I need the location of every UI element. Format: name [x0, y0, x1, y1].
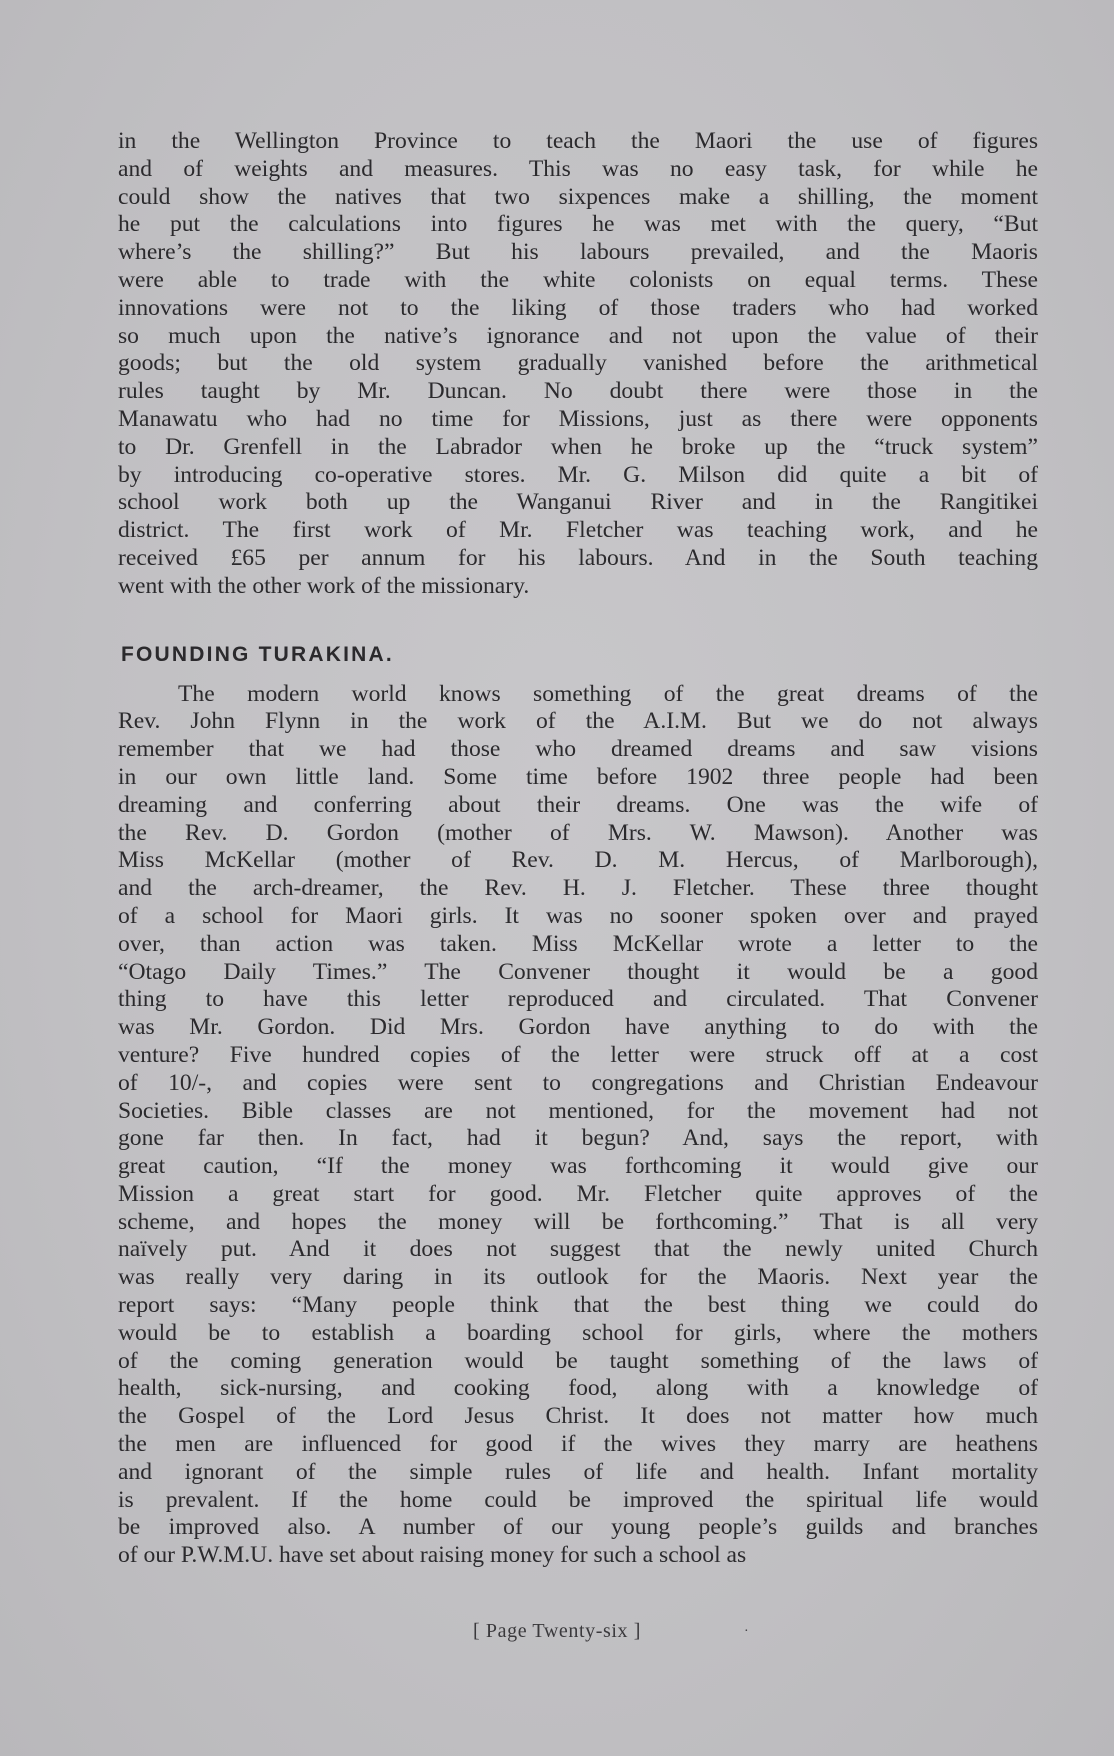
text-line: the Gospel of the Lord Jesus Christ. It does not matter how much — [118, 1403, 1038, 1430]
section-heading: FOUNDING TURAKINA. — [121, 642, 394, 666]
text-line: district. The first work of Mr. Fletcher was teaching work, and he — [118, 517, 1038, 544]
text-line: rules taught by Mr. Duncan. No doubt there were those in the — [118, 378, 1038, 405]
text-line: would be to establish a boarding school for girls, where the mothers — [118, 1319, 1038, 1346]
text-line: and ignorant of the simple rules of life and health. Infant mortality — [118, 1458, 1038, 1485]
text-line: so much upon the native’s ignorance and not upon the value of their — [118, 322, 1038, 349]
text-line: health, sick-nursing, and cooking food, along with a knowledge of — [118, 1375, 1038, 1402]
text-line: to Dr. Grenfell in the Labrador when he broke up the “truck system” — [118, 433, 1038, 460]
text-line: of a school for Maori girls. It was no sooner spoken over and prayed — [118, 902, 1038, 929]
text-line: The modern world knows something of the great dreams of the — [178, 680, 1038, 707]
text-line: where’s the shilling?” But his labours prevailed, and the Maoris — [118, 239, 1038, 266]
paragraph-2 — [118, 681, 1038, 1571]
text-line: by introducing co-operative stores. Mr. G. Milson did quite a bit of — [118, 461, 1038, 488]
page-footer — [0, 1620, 1114, 1643]
page-number: [ Page Twenty-six ] — [473, 1620, 641, 1642]
text-line: school work both up the Wanganui River and in the Rangitikei — [118, 489, 1038, 516]
text-line: goods; but the old system gradually vanished before the arithmetical — [118, 350, 1038, 377]
text-line: innovations were not to the liking of those traders who had worked — [118, 294, 1038, 321]
text-line: gone far then. In fact, had it begun? And, says the report, with — [118, 1125, 1038, 1152]
text-line: was Mr. Gordon. Did Mrs. Gordon have anything to do with the — [118, 1014, 1038, 1041]
text-line: over, than action was taken. Miss McKellar wrote a letter to the — [118, 930, 1038, 957]
text-line: in our own little land. Some time before 1902 three people had been — [118, 763, 1038, 790]
text-line: Mission a great start for good. Mr. Fletcher quite approves of the — [118, 1180, 1038, 1207]
text-line: Miss McKellar (mother of Rev. D. M. Hercus, of Marlborough), — [118, 847, 1038, 874]
paragraph-1 — [118, 128, 1038, 601]
text-line: great caution, “If the money was forthcoming it would give our — [118, 1153, 1038, 1180]
text-line: “Otago Daily Times.” The Convener thought it would be a good — [118, 958, 1038, 985]
text-line: of our P.W.M.U. have set about raising money for such a school as — [118, 1542, 747, 1569]
text-line: scheme, and hopes the money will be forthcoming.” That is all very — [118, 1208, 1038, 1235]
text-line: the men are influenced for good if the wives they marry are heathens — [118, 1431, 1038, 1458]
text-line: the Rev. D. Gordon (mother of Mrs. W. Mawson). Another was — [118, 819, 1038, 846]
footer-dot: · — [744, 1624, 750, 1639]
text-line: went with the other work of the missionary. — [118, 572, 530, 599]
text-line: received £65 per annum for his labours. And in the South teaching — [118, 544, 1038, 571]
text-line: of 10/-, and copies were sent to congregations and Christian Endeavour — [118, 1069, 1038, 1096]
text-line: and the arch-dreamer, the Rev. H. J. Fletcher. These three thought — [118, 875, 1038, 902]
text-line: Rev. John Flynn in the work of the A.I.M. But we do not always — [118, 708, 1038, 735]
text-line: thing to have this letter reproduced and circulated. That Convener — [118, 986, 1038, 1013]
text-line: of the coming generation would be taught something of the laws of — [118, 1347, 1038, 1374]
text-line: is prevalent. If the home could be improved the spiritual life would — [118, 1486, 1038, 1513]
text-line: dreaming and conferring about their dreams. One was the wife of — [118, 791, 1038, 818]
text-line: could show the natives that two sixpences make a shilling, the moment — [118, 183, 1038, 210]
text-line: naïvely put. And it does not suggest that the newly united Church — [118, 1236, 1038, 1263]
text-line: report says: “Many people think that the best thing we could do — [118, 1292, 1038, 1319]
text-line: in the Wellington Province to teach the Maori the use of figures — [118, 128, 1038, 154]
text-line: Societies. Bible classes are not mentioned, for the movement had not — [118, 1097, 1038, 1124]
text-line: was really very daring in its outlook for the Maoris. Next year the — [118, 1264, 1038, 1291]
text-line: venture? Five hundred copies of the letter were struck off at a cost — [118, 1041, 1038, 1068]
text-line: remember that we had those who dreamed dreams and saw visions — [118, 736, 1038, 763]
text-line: were able to trade with the white colonists on equal terms. These — [118, 266, 1038, 293]
text-line: be improved also. A number of our young people’s guilds and branches — [118, 1514, 1038, 1541]
page-body — [118, 128, 1038, 1570]
text-line: he put the calculations into figures he was met with the query, “But — [118, 211, 1038, 238]
text-line: Manawatu who had no time for Missions, just as there were opponents — [118, 405, 1038, 432]
text-line: and of weights and measures. This was no easy task, for while he — [118, 155, 1038, 182]
